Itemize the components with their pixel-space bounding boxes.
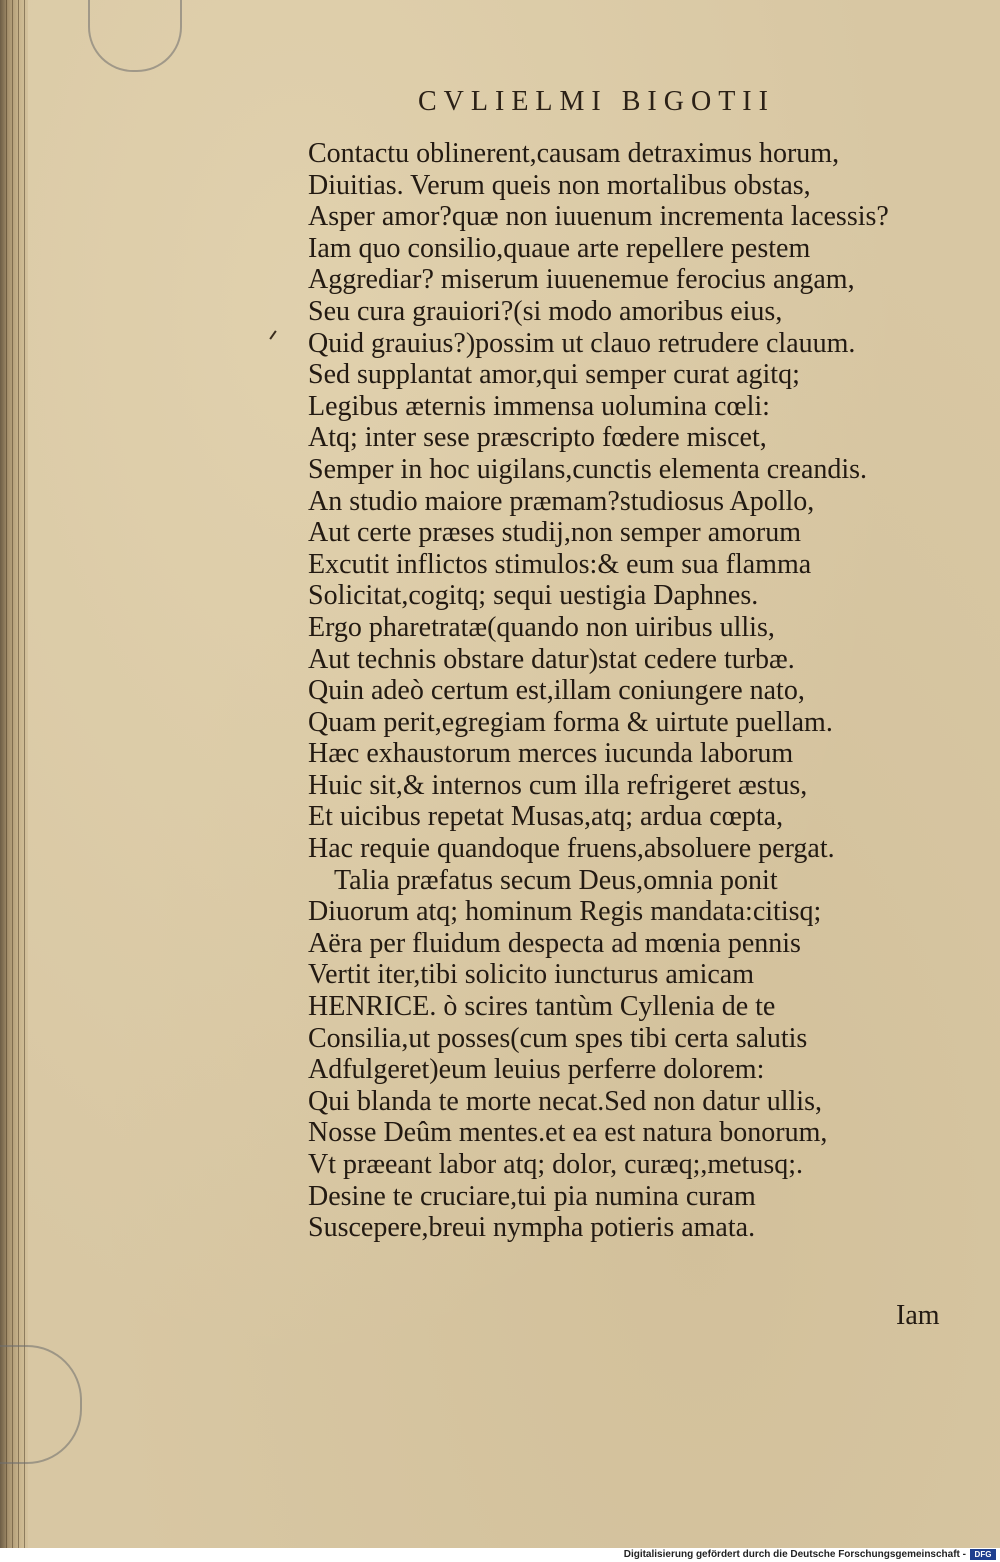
text-line: Nosse Deûm mentes.et ea est natura bonorum, <box>308 1117 828 1149</box>
text-line: HENRICE. ò scires tantùm Cyllenia de te <box>308 991 776 1023</box>
text-line: Desine te cruciare,tui pia numina curam <box>308 1180 756 1212</box>
text-line: Quid grauius?)possim ut clauo retrudere clauum. <box>308 327 856 359</box>
text-line: Diuitias. Verum queis non mortalibus obstas, <box>308 169 811 201</box>
text-line: Diuorum atq; hominum Regis mandata:citisq; <box>308 896 822 928</box>
text-line: Vt præeant labor atq; dolor, curæq;,metusq;. <box>308 1149 804 1180</box>
text-line: Seu cura grauiori?(si modo amoribus eius, <box>308 295 783 327</box>
spine-edge-line <box>12 0 13 1548</box>
text-line: Quam perit,egregiam forma & uirtute puellam. <box>308 706 833 738</box>
text-line: Qui blanda te morte necat.Sed non datur ullis, <box>308 1085 822 1117</box>
text-line: Aut certe præses studij,non semper amorum <box>308 517 802 549</box>
footer-bar <box>0 1548 1000 1562</box>
text-line: Aggrediar? miserum iuuenemue ferocius angam, <box>308 264 855 296</box>
poem-text-block <box>308 138 968 1244</box>
text-line: Talia præfatus secum Deus,omnia ponit <box>334 864 778 896</box>
text-line: Ergo pharetratæ(quando non uiribus ullis, <box>308 611 775 643</box>
text-line: Et uicibus repetat Musas,atq; ardua cœpta, <box>308 801 784 833</box>
dfg-logo-icon: DFG <box>970 1549 996 1560</box>
text-line: Semper in hoc uigilans,cunctis elementa creandis. <box>308 453 868 485</box>
text-line: Solicitat,cogitq; sequi uestigia Daphnes. <box>308 580 759 612</box>
text-line: Vertit iter,tibi solicito iuncturus amicam <box>308 959 755 991</box>
text-line: Asper amor?quæ non iuuenum incrementa lacessis? <box>308 201 889 233</box>
text-line: Huic sit,& internos cum illa refrigeret æstus, <box>308 769 808 801</box>
running-head: CVLIELMI BIGOTII <box>418 86 775 117</box>
text-line: Aëra per fluidum despecta ad mœnia pennis <box>308 927 801 959</box>
text-line: Atq; inter sese præscripto fœdere miscet, <box>308 422 767 454</box>
text-line: Quin adeò certum est,illam coniungere nato, <box>308 675 805 707</box>
text-line: Consilia,ut posses(cum spes tibi certa salutis <box>308 1022 808 1054</box>
text-line: Suscepere,breui nympha potieris amata. <box>308 1212 756 1244</box>
text-line: Legibus æternis immensa uolumina cœli: <box>308 390 770 422</box>
text-line: Excutit inflictos stimulos:& eum sua flamma <box>308 548 812 580</box>
text-line: An studio maiore præmam?studiosus Apollo, <box>308 485 815 517</box>
text-line: Iam quo consilio,quaue arte repellere pestem <box>308 232 811 264</box>
footer-credit: Digitalisierung gefördert durch die Deutsche Forschungsgemeinschaft - <box>623 1549 966 1560</box>
text-line: Aut technis obstare datur)stat cedere turbæ. <box>308 643 795 675</box>
spine-edge-line <box>24 0 25 1548</box>
book-spine <box>0 0 28 1548</box>
text-line: Contactu oblinerent,causam detraximus horum, <box>308 138 840 169</box>
text-line: Hac requie quandoque fruens,absoluere pergat. <box>308 833 835 865</box>
paper-clip-top <box>88 0 182 72</box>
text-line: Hæc exhaustorum merces iucunda laborum <box>308 738 794 770</box>
text-line: Adfulgeret)eum leuius perferre dolorem: <box>308 1054 765 1086</box>
paper-clip-bottom <box>0 1345 82 1464</box>
text-line: Sed supplantat amor,qui semper curat agitq; <box>308 359 800 391</box>
margin-mark <box>269 330 276 339</box>
spine-edge-line <box>18 0 19 1548</box>
catchword: Iam <box>896 1300 940 1331</box>
spine-edge-line <box>6 0 7 1548</box>
